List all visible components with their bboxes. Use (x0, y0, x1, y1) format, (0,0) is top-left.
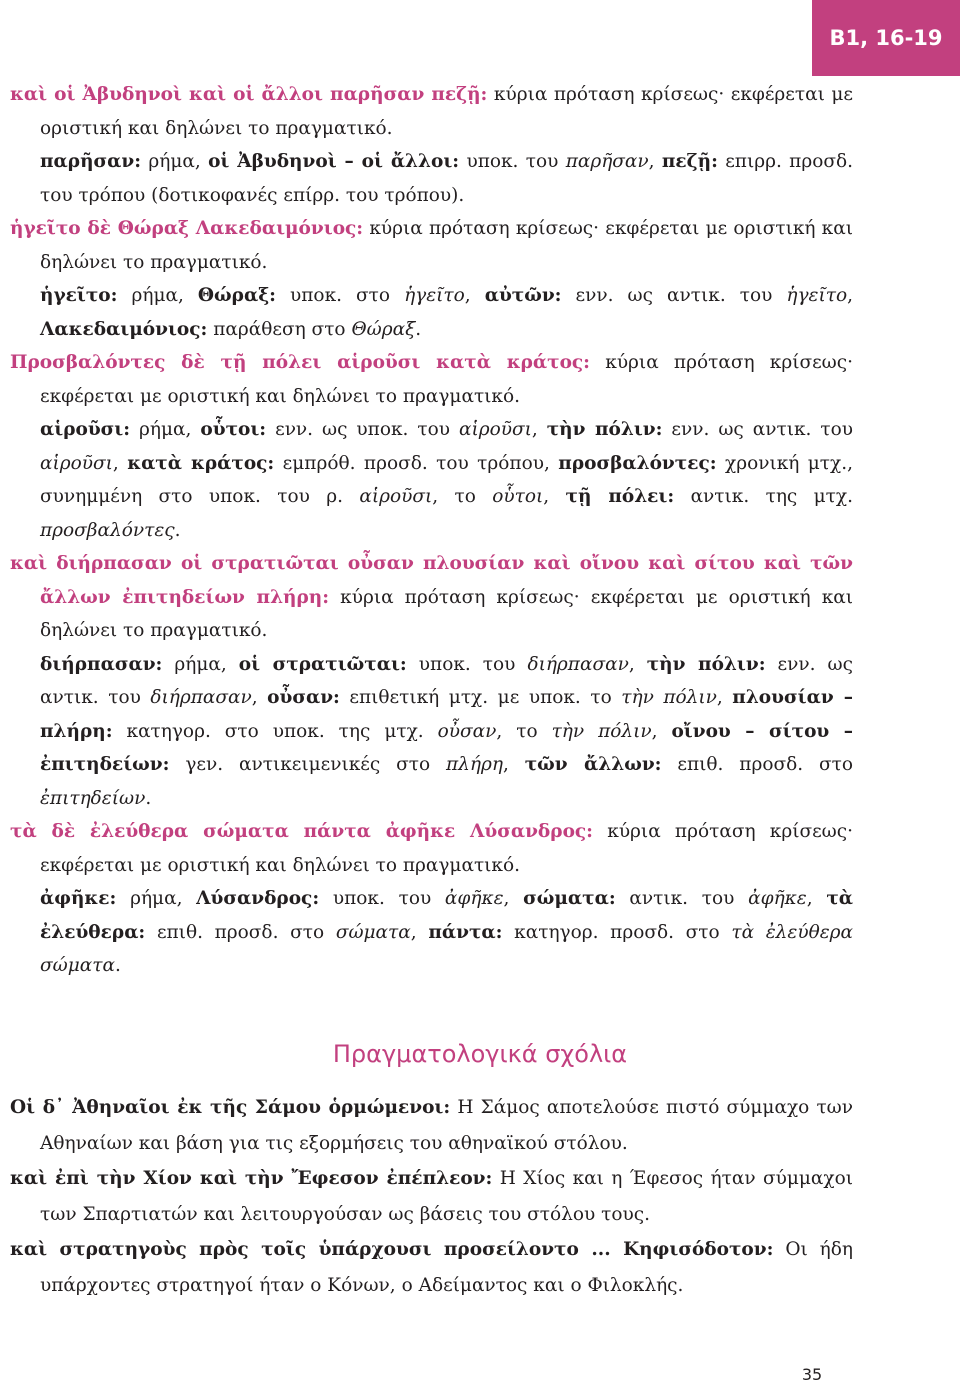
reference-word: ἡγεῖτο (404, 285, 465, 306)
clause-text: ἡγεῖτο δὲ Θώραξ Λακεδαιμόνιος: (10, 218, 364, 239)
term-label: οἱ στρατιῶται: (238, 653, 407, 675)
term-label: αὐτῶν: (484, 285, 562, 306)
term-label: καὶ στρατηγοὺς πρὸς τοῖς ὑπάρχουσι προσείλοντο ... Κηφισόδοτον: (10, 1239, 774, 1260)
term-label: διήρπασαν: (40, 653, 163, 675)
analysis-paragraph (10, 648, 853, 816)
term-label: οἴνου – σίτου – ἐπιτηδείων: (40, 720, 854, 775)
term-label: Θώραξ: (197, 285, 276, 306)
body-text: επιρρ. προσδ. του τρόπου (δοτικοφανές επίρρ. του τρόπου). (40, 151, 853, 206)
body-text: , το (432, 486, 493, 507)
term-label: τῇ πόλει: (565, 486, 675, 507)
clause-paragraph (10, 815, 853, 882)
term-label: Οἱ δ᾽ Ἀθηναῖοι ἐκ τῆς Σάμου ὁρμώμενοι: (10, 1097, 451, 1118)
reference-word: διήρπασαν (527, 653, 629, 675)
body-text: , (502, 754, 525, 775)
body-text: ρήμα, (116, 888, 197, 909)
clause-paragraph (10, 346, 853, 413)
body-text: , (648, 151, 662, 172)
reference-word: τὴν πόλιν (551, 720, 652, 742)
body-text: , (112, 452, 128, 474)
term-label: πεζῇ: (661, 151, 718, 172)
body-text: επιθ. προσδ. στο (145, 921, 336, 943)
reference-word: Θώραξ (351, 318, 416, 340)
reference-word: ἡγεῖτο (786, 285, 848, 306)
term-label: πάντα: (428, 921, 503, 943)
term-label: οὗτοι: (200, 419, 267, 440)
clause-paragraph (10, 78, 853, 145)
body-text: επιθ. προσδ. στο (661, 754, 853, 775)
term-label: κατὰ κράτος: (127, 452, 275, 474)
body-text: Η Σάμος αποτελούσε πιστό σύμμαχο των Αθηναίων και βάση για τις εξορμήσεις του αθηναϊκού στόλου. (40, 1097, 854, 1154)
section-tab (812, 0, 960, 76)
body-text: , το (496, 720, 552, 742)
term-label: παρῆσαν: (40, 151, 142, 172)
reference-word: πλήρη (446, 754, 503, 775)
analysis-paragraph (10, 882, 853, 983)
reference-word: αἱροῦσι (458, 419, 532, 440)
body-text: Οι ήδη υπάρχοντες στρατηγοί ήταν ο Κόνων, ο Αδείμαντος και ο Φιλοκλής. (40, 1239, 853, 1296)
body-text: ενν. ως αντικ. του (40, 653, 853, 708)
body-text: , (806, 888, 827, 909)
clause-paragraph (10, 547, 853, 648)
body-text: , (543, 486, 566, 507)
term-label: αἱροῦσι: (40, 419, 131, 440)
clause-text: καὶ οἱ Ἀβυδηνοὶ καὶ οἱ ἄλλοι παρῆσαν πεζῇ: (10, 84, 488, 105)
commentary-syntax (10, 78, 853, 983)
body-text: , (503, 888, 524, 909)
body-text: Η Χίος και η Έφεσος ήταν σύμμαχοι των Σπαρτιατών και λειτουργούσαν ως βάσεις του στόλου τους. (40, 1168, 853, 1225)
clause-paragraph (10, 212, 853, 279)
clause-text: τὰ δὲ ἐλεύθερα σώματα πάντα ἀφῆκε Λύσανδρος: (10, 821, 594, 842)
clause-paragraph (10, 1232, 853, 1303)
section-tab-label: Β1, 16-19 (829, 26, 943, 50)
body-text: υποκ. του (459, 151, 566, 172)
term-label: οἱ Ἀβυδηνοὶ – οἱ ἄλλοι: (208, 151, 460, 172)
analysis-paragraph (10, 413, 853, 547)
reference-word: παρῆσαν (565, 151, 649, 172)
reference-word: τὴν πόλιν (621, 687, 717, 708)
body-text: επιθετική μτχ. με υποκ. το (339, 687, 622, 708)
term-label: πλουσίαν – πλήρη: (40, 687, 853, 742)
body-text: , (531, 419, 547, 440)
body-text: ενν. ως αντικ. του (561, 285, 787, 306)
term-label: καὶ ἐπὶ τὴν Χίον καὶ τὴν Ἔφεσον ἐπέπλεον: (10, 1168, 493, 1189)
term-label: τὴν πόλιν: (646, 653, 766, 675)
body-text: ενν. ως αντικ. του (662, 419, 854, 440)
clause-text: Προσβαλόντες δὲ τῇ πόλει αἱροῦσι κατὰ κράτος: (10, 352, 591, 373)
reference-word: αἱροῦσι (40, 452, 113, 474)
reference-word: ἀφῆκε (444, 888, 504, 909)
body-text: , (251, 687, 268, 708)
body-text: υποκ. στο (275, 285, 405, 306)
term-label: Λακεδαιμόνιος: (40, 318, 208, 340)
body-text: ρήμα, (130, 419, 201, 440)
body-text: , (651, 720, 672, 742)
reference-word: οὗτοι (492, 486, 544, 507)
clause-paragraph (10, 1090, 853, 1161)
body-text: ενν. ως υποκ. του (266, 419, 459, 440)
body-text: ρήμα, (117, 285, 198, 306)
body-text: αντικ. της μτχ. (674, 486, 853, 507)
body-text: χρονική μτχ., συνημμένη στο υποκ. του ρ. (40, 452, 854, 507)
body-text: αντικ. του (615, 888, 749, 909)
body-text: ρήμα, (162, 653, 239, 675)
body-text: κύρια πρόταση κρίσεως· εκφέρεται με οριστική και δηλώνει το πραγματικό. (40, 218, 853, 273)
body-text: υποκ. του (319, 888, 445, 909)
term-label: τὴν πόλιν: (546, 419, 663, 440)
term-label: ἀφῆκε: (40, 888, 117, 909)
reference-word: ἐπιτηδείων (40, 787, 146, 809)
term-label: τῶν ἄλλων: (524, 754, 662, 775)
body-text: κατηγορ. προσδ. στο (502, 921, 732, 943)
clause-text: καὶ διήρπασαν οἱ στρατιῶται οὖσαν πλουσίαν καὶ οἴνου καὶ σίτου καὶ τῶν ἄλλων ἐπιτηδείων πλήρη: (10, 553, 853, 608)
reference-word: σώματα (335, 921, 411, 943)
body-text: , (464, 285, 485, 306)
body-text: κύρια πρόταση κρίσεως· εκφέρεται με οριστική και δηλώνει το πραγματικό. (40, 84, 853, 139)
term-label: τὰ ἐλεύθερα: (40, 888, 854, 943)
body-text: κύρια πρόταση κρίσεως· εκφέρεται με οριστική και δηλώνει το πραγματικό. (40, 352, 853, 407)
commentary-factual (10, 1090, 853, 1303)
body-text: παράθεση στο (207, 318, 352, 340)
body-text: κύρια πρόταση κρίσεως· εκφέρεται με οριστική και δηλώνει το πραγματικό. (40, 586, 854, 641)
body-text: , (847, 285, 853, 306)
reference-word: αἱροῦσι (359, 486, 433, 507)
body-text: κύρια πρόταση κρίσεως· εκφέρεται με οριστική και δηλώνει το πραγματικό. (40, 821, 854, 876)
page-number: 35 (801, 1365, 823, 1384)
body-text: εμπρόθ. προσδ. του τρόπου, (274, 452, 559, 474)
analysis-paragraph (10, 145, 853, 212)
body-text: . (174, 519, 181, 541)
clause-paragraph (10, 1161, 853, 1232)
term-label: προσβαλόντες: (558, 452, 717, 474)
term-label: Λύσανδρος: (196, 888, 320, 909)
term-label: ἡγεῖτο: (40, 285, 118, 306)
body-text: κατηγορ. στο υποκ. της μτχ. (112, 720, 438, 742)
body-text: υποκ. του (406, 653, 528, 675)
body-text: γεν. αντικειμενικές στο (169, 754, 446, 775)
reference-word: διήρπασαν (150, 687, 252, 708)
reference-word: τὰ ἐλεύθερα σώματα (40, 921, 854, 976)
reference-word: ἀφῆκε (748, 888, 807, 909)
body-text: , (628, 653, 647, 675)
reference-word: προσβαλόντες (40, 519, 175, 541)
body-text: . (114, 955, 121, 976)
term-label: σώματα: (523, 888, 616, 909)
body-text: . (415, 318, 422, 340)
analysis-paragraph (10, 279, 853, 346)
body-text: , (410, 921, 429, 943)
body-text: . (145, 787, 152, 809)
body-text: ρήμα, (141, 151, 209, 172)
body-text: , (716, 687, 733, 708)
section-title: Πραγματολογικά σχόλια (332, 1040, 628, 1068)
term-label: οὖσαν: (267, 687, 340, 708)
reference-word: οὖσαν (437, 720, 497, 742)
